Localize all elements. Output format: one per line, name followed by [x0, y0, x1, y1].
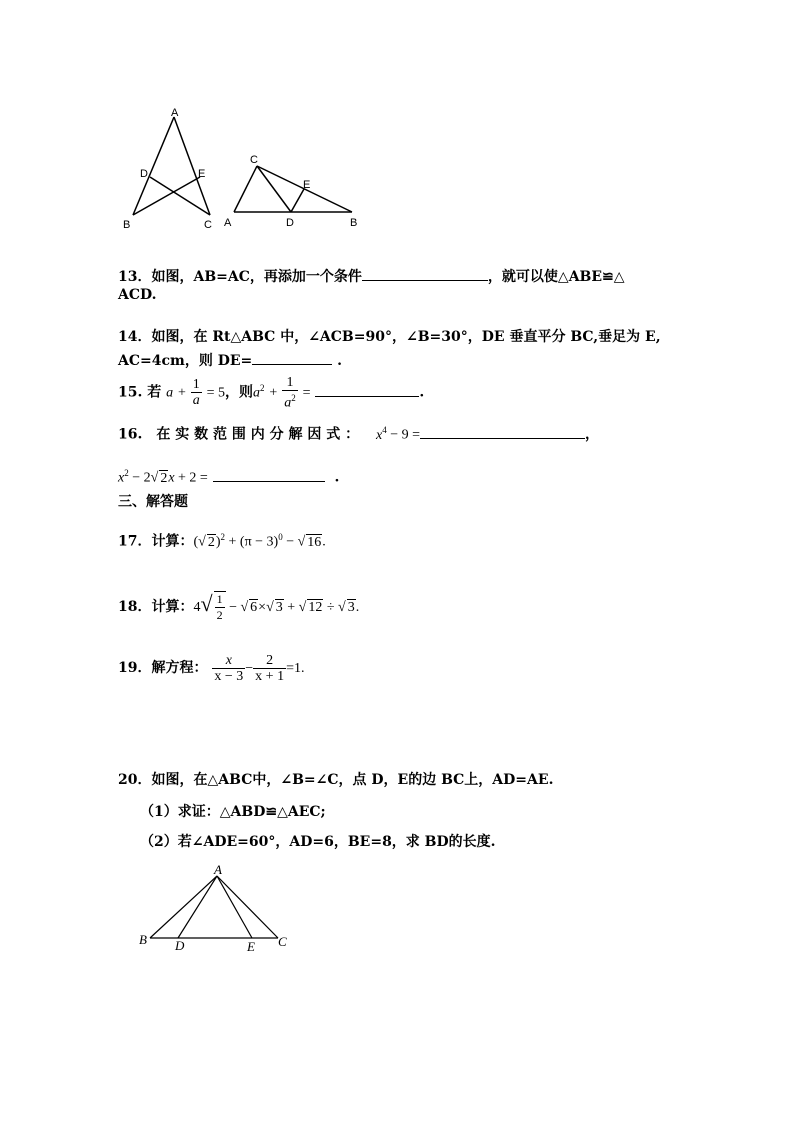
question-20-part2: （2）若∠ADE=60°，AD=6，BE=8，求 BD的长度.	[140, 834, 496, 850]
q19-label: 19．解方程：	[118, 660, 208, 676]
question-17: 17．计算：(√ $2)^2 + (\pi - 3)^0$ − √ 16.	[118, 532, 326, 550]
label-c: C	[278, 934, 287, 949]
q13-answer-blank[interactable]	[362, 266, 488, 281]
q14-text-end: .	[337, 353, 342, 369]
label-c: C	[250, 154, 258, 166]
q16-answer-blank-1[interactable]	[420, 424, 585, 439]
q13-text: 13．如图，AB=AC，再添加一个条件	[118, 269, 362, 285]
q15-label: 15. 若	[118, 384, 162, 401]
segment-ac	[217, 876, 278, 938]
segment-ac	[174, 117, 210, 215]
question-16-line2: $x^2 - 2√$ 2x + 2 = .	[118, 468, 340, 486]
segment-ab	[133, 117, 174, 215]
q19-fraction-1: $\frac{x}{x - 3}$	[214, 652, 244, 684]
figure-q13	[118, 105, 228, 235]
label-d: D	[175, 938, 185, 953]
segment-de	[291, 189, 304, 212]
label-e: E	[303, 179, 311, 191]
figure-q20	[135, 862, 300, 957]
question-19: 19．解方程： $\frac{x}{x - 3}$ − $\frac{2}{x + 1}$ =1.	[118, 652, 305, 684]
question-13-line2: ACD.	[118, 287, 157, 303]
q16-label: 16. 在 实 数 范 围 内 分 解 因 式 ：	[118, 426, 360, 443]
label-d: D	[286, 217, 294, 229]
q15-fraction-1: $\frac{1}{a}$	[192, 377, 200, 409]
label-e: E	[198, 168, 206, 180]
q17-label: 17．计算：	[118, 533, 194, 550]
label-a: A	[224, 217, 232, 229]
segment-cd	[257, 166, 291, 212]
q15-fraction-2: $\frac{1}{a^2}$	[284, 374, 296, 411]
segment-be	[133, 177, 200, 215]
q13-text-end: ，就可以使△ABE≌△	[487, 269, 625, 285]
label-b: B	[123, 219, 131, 231]
question-14-line1: 14．如图，在 Rt△ABC 中，∠ACB=90°，∠B=30°，DE 垂直平分 BC,垂足为 E,	[118, 329, 661, 345]
q14-text: AC=4cm，则 DE=	[118, 353, 253, 369]
section-heading: 三、解答题	[118, 494, 188, 510]
label-d: D	[140, 168, 148, 180]
q19-fraction-2: $\frac{2}{x + 1}$	[255, 652, 285, 684]
label-b: B	[350, 217, 358, 229]
question-18: 18．计算：4√ $\frac{1}{2}$ − √ 6×√ 3 + √ 12 ÷ √ 3.	[118, 591, 360, 622]
question-16-line1: 16. 在 实 数 范 围 内 分 解 因 式 ： $x^4 - 9$ = ，	[118, 425, 599, 443]
label-a: A	[171, 107, 179, 119]
segment-cd	[150, 177, 210, 215]
label-c: C	[204, 219, 212, 231]
label-e: E	[247, 939, 255, 954]
q14-answer-blank[interactable]	[252, 350, 332, 365]
label-b: B	[139, 932, 147, 947]
label-a: A	[214, 862, 222, 877]
question-20-part1: （1）求证：△ABD≌△AEC;	[140, 804, 326, 820]
question-20-stem: 20．如图，在△ABC中，∠B=∠C，点 D，E的边 BC上，AD=AE.	[118, 772, 554, 788]
q15-answer-blank[interactable]	[315, 382, 419, 397]
q16-answer-blank-2[interactable]	[213, 467, 325, 482]
question-13-line1	[118, 266, 625, 286]
question-14-line2	[118, 350, 342, 370]
q18-label: 18．计算：	[118, 599, 194, 615]
question-15: 15. 若 a + $\frac{1}{a}$ = 5，则$a^2$ + $\frac{1}{a^2}$ = .	[118, 374, 425, 411]
segment-ac	[234, 166, 257, 212]
figure-q14	[220, 150, 370, 230]
